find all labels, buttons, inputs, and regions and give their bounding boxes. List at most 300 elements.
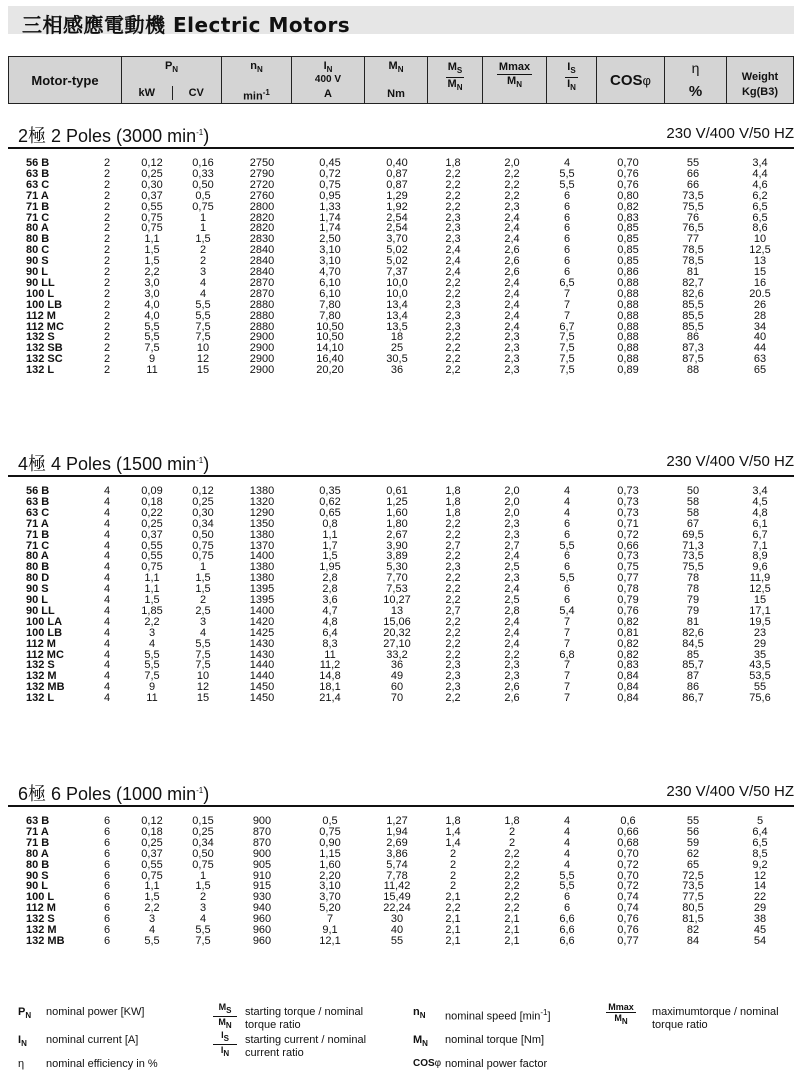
cell-is-ratio: 6: [563, 550, 571, 563]
cell-poles: 2: [103, 309, 111, 322]
cell-current: 1,33: [319, 200, 341, 213]
cell-power-kw: 5,5: [144, 659, 160, 672]
cell-ms-ratio: 2,2: [445, 517, 461, 530]
cell-torque: 7,37: [386, 266, 408, 278]
cell-poles: 4: [103, 517, 111, 530]
cell-mmax-ratio: 2,0: [504, 506, 520, 519]
cell-torque: 1,60: [386, 506, 408, 519]
cell-speed: 2840: [249, 266, 275, 278]
cell-power-cv: 0,25: [192, 825, 214, 838]
cell-speed: 2900: [249, 331, 275, 344]
cell-motor-type: 132 S: [26, 659, 55, 672]
cell-mmax-ratio: 2,0: [504, 157, 520, 169]
cell-cos-phi: 0,85: [617, 244, 639, 257]
cell-speed: 1440: [249, 670, 275, 683]
cell-poles: 6: [103, 858, 111, 871]
cell-is-ratio: 6: [563, 255, 571, 268]
header-pn: $P_N$ kW CV: [122, 57, 222, 103]
cell-power-cv: 7,5: [195, 934, 211, 947]
cell-current: 6,4: [322, 626, 338, 639]
cell-cos-phi: 0,76: [617, 178, 639, 191]
cell-weight: 6,7: [752, 528, 768, 541]
cell-current: 0,90: [319, 836, 341, 849]
cell-weight: 13: [753, 255, 767, 268]
cell-efficiency: 79: [686, 594, 700, 606]
table-row: [8, 639, 794, 650]
cell-cos-phi: 0,88: [617, 309, 639, 322]
cell-power-kw: 3: [148, 913, 156, 926]
cell-weight: 8,6: [752, 222, 768, 235]
cell-efficiency: 86: [686, 681, 700, 694]
cell-mmax-ratio: 2,4: [504, 233, 520, 246]
cell-ms-ratio: 2,7: [445, 539, 461, 552]
cell-speed: 2900: [249, 364, 275, 377]
cell-mmax-ratio: 2,4: [504, 222, 520, 235]
cell-current: 3,70: [319, 891, 341, 904]
cell-cos-phi: 0,74: [617, 902, 639, 915]
cell-cos-phi: 0,88: [617, 298, 639, 311]
cell-is-ratio: 6,5: [559, 276, 575, 289]
cell-ms-ratio: 2,2: [445, 331, 461, 344]
cell-cos-phi: 0,79: [617, 594, 639, 606]
cell-cos-phi: 0,73: [617, 495, 639, 508]
cell-is-ratio: 6,6: [559, 913, 575, 926]
cell-mmax-ratio: 2,6: [504, 266, 520, 278]
cell-power-kw: 0,09: [141, 485, 163, 497]
cell-power-kw: 3,0: [144, 276, 160, 289]
cell-current: 1,5: [322, 550, 338, 563]
header-mmax-ratio: Mmax $M_N$: [483, 57, 547, 103]
cell-poles: 2: [103, 244, 111, 257]
cell-weight: 53,5: [749, 670, 771, 683]
cell-mmax-ratio: 2,6: [504, 244, 520, 257]
section-divider: [8, 147, 794, 149]
cell-weight: 75,6: [749, 692, 771, 705]
cell-efficiency: 75,5: [682, 561, 704, 574]
cell-torque: 1,80: [386, 517, 408, 530]
cell-poles: 4: [103, 550, 111, 563]
cell-power-kw: 11: [146, 364, 158, 377]
cell-efficiency: 59: [686, 836, 700, 849]
cell-speed: 1395: [249, 594, 275, 606]
cell-motor-type: 80 A: [26, 222, 49, 235]
cell-is-ratio: 7: [563, 287, 571, 300]
cell-torque: 40: [390, 924, 404, 936]
cell-ms-ratio: 1,4: [445, 836, 461, 849]
cell-power-kw: 7,5: [144, 670, 160, 683]
cell-is-ratio: 7: [563, 670, 571, 683]
cell-speed: 1440: [249, 659, 275, 672]
section-header: [8, 122, 794, 146]
cell-power-kw: 1,5: [144, 244, 160, 257]
cell-speed: 1320: [249, 495, 275, 508]
cell-poles: 4: [103, 583, 111, 596]
cell-power-cv: 12: [196, 353, 210, 366]
cell-cos-phi: 0,88: [617, 276, 639, 289]
cell-efficiency: 81: [686, 266, 700, 278]
cell-mmax-ratio: 2,5: [504, 594, 520, 606]
cell-efficiency: 81,5: [682, 913, 704, 926]
cell-motor-type: 80 B: [26, 561, 50, 574]
cell-torque: 49: [390, 670, 404, 683]
cell-speed: 2870: [249, 276, 275, 289]
cell-poles: 4: [103, 637, 111, 650]
cell-motor-type: 90 S: [26, 255, 49, 268]
cell-current: 11: [324, 648, 336, 661]
cell-cos-phi: 0,82: [617, 200, 639, 213]
cell-speed: 1400: [249, 604, 275, 617]
cell-speed: 960: [252, 924, 272, 936]
cell-efficiency: 50: [686, 485, 700, 497]
cell-poles: 6: [103, 913, 111, 926]
cell-weight: 6,2: [752, 189, 768, 202]
cell-current: 2,50: [319, 233, 341, 246]
cell-power-cv: 15: [196, 364, 210, 377]
cell-weight: 20.5: [749, 287, 771, 300]
cell-cos-phi: 0,68: [617, 836, 639, 849]
cell-efficiency: 72,5: [682, 869, 704, 882]
cell-weight: 43,5: [749, 659, 771, 672]
cell-is-ratio: 5,5: [559, 167, 575, 180]
cell-weight: 7,1: [752, 539, 768, 552]
cell-ms-ratio: 2,2: [445, 353, 461, 366]
cell-poles: 4: [103, 692, 111, 705]
cell-power-kw: 0,37: [141, 847, 163, 860]
cell-mmax-ratio: 2,1: [504, 913, 520, 926]
cell-cos-phi: 0,82: [617, 637, 639, 650]
cell-poles: 6: [103, 880, 111, 893]
cell-efficiency: 71,3: [682, 539, 704, 552]
cell-torque: 13,5: [386, 320, 408, 333]
cell-mmax-ratio: 2,3: [504, 517, 520, 530]
cell-efficiency: 73,5: [682, 880, 704, 893]
cell-motor-type: 100 L: [26, 287, 55, 300]
header-mn: $M_N$ Nm: [365, 57, 428, 103]
cell-speed: 1290: [249, 506, 275, 519]
cell-mmax-ratio: 2,5: [504, 561, 520, 574]
cell-torque: 3,70: [386, 233, 408, 246]
cell-mmax-ratio: 2,2: [504, 891, 520, 904]
cell-poles: 2: [103, 211, 111, 224]
cell-ms-ratio: 2,2: [445, 594, 461, 606]
cell-torque: 1,94: [386, 825, 408, 838]
cell-weight: 63: [753, 353, 767, 366]
cell-motor-type: 80 A: [26, 847, 49, 860]
cell-poles: 4: [103, 670, 111, 683]
cell-mmax-ratio: 1,8: [504, 815, 520, 827]
cell-weight: 12,5: [749, 583, 771, 596]
cell-mmax-ratio: 2,3: [504, 528, 520, 541]
table-row: [8, 693, 794, 704]
cell-poles: 2: [103, 287, 111, 300]
cell-torque: 0,87: [386, 178, 408, 191]
section-title: 6極 6 Poles (1000 $\min^{-1}$): [18, 784, 210, 804]
cell-cos-phi: 0,73: [617, 485, 639, 497]
cell-poles: 4: [103, 495, 111, 508]
cell-power-kw: 0,12: [141, 815, 163, 827]
cell-cos-phi: 0,66: [617, 825, 639, 838]
cell-current: 7: [326, 913, 334, 926]
cell-weight: 4,8: [752, 506, 768, 519]
cell-weight: 26: [753, 298, 767, 311]
cell-is-ratio: 6: [563, 266, 571, 278]
cell-motor-type: 112 M: [26, 309, 56, 322]
cell-ms-ratio: 2,4: [445, 244, 461, 257]
cell-weight: 55: [753, 681, 767, 694]
cell-power-cv: 3: [199, 266, 207, 278]
cell-efficiency: 85,5: [682, 298, 704, 311]
cell-is-ratio: 6,8: [559, 648, 575, 661]
cell-poles: 2: [103, 178, 111, 191]
cell-efficiency: 75,5: [682, 200, 704, 213]
cell-is-ratio: 4: [563, 847, 571, 860]
cell-motor-type: 80 C: [26, 244, 50, 257]
cell-power-kw: 0,12: [141, 157, 163, 169]
cell-cos-phi: 0,86: [617, 266, 639, 278]
cell-motor-type: 63 B: [26, 495, 50, 508]
cell-power-kw: 2,2: [144, 266, 160, 278]
cell-weight: 12: [753, 869, 767, 882]
cell-motor-type: 100 L: [26, 891, 55, 904]
cell-power-kw: 1,1: [144, 880, 160, 893]
cell-current: 1,1: [322, 528, 338, 541]
cell-weight: 8,9: [752, 550, 768, 563]
cell-mmax-ratio: 2,4: [504, 550, 520, 563]
cell-power-cv: 7,5: [195, 659, 211, 672]
cell-power-kw: 4: [148, 637, 156, 650]
cell-power-cv: 0,50: [192, 178, 214, 191]
cell-ms-ratio: 2,2: [445, 364, 461, 377]
cell-cos-phi: 0,77: [617, 572, 639, 585]
header-cv: CV: [188, 87, 204, 99]
cell-current: 6,10: [319, 276, 341, 289]
cell-poles: 2: [103, 364, 111, 377]
cell-torque: 1,29: [386, 189, 408, 202]
cell-mmax-ratio: 2: [508, 825, 516, 838]
cell-poles: 2: [103, 167, 111, 180]
cell-efficiency: 82: [686, 924, 700, 936]
cell-torque: 13: [390, 604, 404, 617]
cell-current: 10,50: [316, 320, 344, 333]
cell-is-ratio: 5,5: [559, 178, 575, 191]
cell-mmax-ratio: 2,3: [504, 200, 520, 213]
cell-weight: 19,5: [749, 615, 771, 628]
cell-power-cv: 7,5: [195, 331, 211, 344]
cell-speed: 2840: [249, 255, 275, 268]
cell-efficiency: 66: [686, 178, 700, 191]
cell-motor-type: 71 C: [26, 539, 50, 552]
cell-power-kw: 1,1: [144, 233, 160, 246]
cell-efficiency: 86,7: [682, 692, 704, 705]
section-title: 4極 4 Poles (1500 $\min^{-1}$): [18, 454, 210, 474]
cell-efficiency: 58: [686, 495, 700, 508]
cell-ms-ratio: 2: [449, 869, 457, 882]
cell-motor-type: 90 L: [26, 880, 49, 893]
cell-power-kw: 0,55: [141, 200, 163, 213]
cell-weight: 38: [753, 913, 767, 926]
header-weight: Weight Kg(B3): [741, 71, 779, 98]
cell-ms-ratio: 2,3: [445, 561, 461, 574]
cell-current: 14,10: [316, 342, 344, 355]
cell-torque: 0,40: [386, 157, 408, 169]
cell-is-ratio: 6: [563, 902, 571, 915]
cell-power-cv: 0,75: [192, 539, 214, 552]
cell-mmax-ratio: 2,6: [504, 255, 520, 268]
cell-efficiency: 84,5: [682, 637, 704, 650]
cell-poles: 4: [103, 528, 111, 541]
cell-motor-type: 132 L: [26, 364, 55, 377]
cell-mmax-ratio: 2,4: [504, 583, 520, 596]
header-kw: kW: [138, 87, 155, 99]
cell-ms-ratio: 2,2: [445, 167, 461, 180]
cell-current: 4,7: [322, 604, 338, 617]
cell-weight: 34: [753, 320, 767, 333]
cell-torque: 55: [390, 934, 404, 947]
cell-current: 5,20: [319, 902, 341, 915]
cell-mmax-ratio: 2,3: [504, 572, 520, 585]
cell-poles: 2: [103, 222, 111, 235]
cell-weight: 15: [753, 266, 767, 278]
cell-mmax-ratio: 2,2: [504, 648, 520, 661]
cell-current: 3,6: [322, 594, 338, 606]
cell-efficiency: 69,5: [682, 528, 704, 541]
cell-poles: 2: [103, 255, 111, 268]
cell-poles: 4: [103, 604, 111, 617]
cell-cos-phi: 0,83: [617, 211, 639, 224]
cell-cos-phi: 0,66: [617, 539, 639, 552]
cell-current: 1,60: [319, 858, 341, 871]
cell-weight: 28: [753, 309, 767, 322]
cell-torque: 30: [390, 913, 404, 926]
cell-mmax-ratio: 2,4: [504, 615, 520, 628]
cell-weight: 6,4: [752, 825, 768, 838]
cell-ms-ratio: 2,3: [445, 222, 461, 235]
header-cos: COSφ: [597, 57, 665, 103]
cell-current: 7,80: [319, 309, 341, 322]
cell-cos-phi: 0,6: [620, 815, 636, 827]
cell-power-cv: 5,5: [195, 298, 211, 311]
cell-weight: 14: [753, 880, 767, 893]
cell-cos-phi: 0,75: [617, 561, 639, 574]
cell-power-cv: 1,5: [195, 572, 211, 585]
cell-speed: 915: [252, 880, 272, 893]
cell-power-cv: 1: [199, 211, 207, 224]
cell-current: 2,8: [322, 583, 338, 596]
cell-efficiency: 82,6: [682, 287, 704, 300]
cell-efficiency: 55: [686, 815, 700, 827]
cell-is-ratio: 6,6: [559, 934, 575, 947]
cell-mmax-ratio: 2,2: [504, 869, 520, 882]
cell-torque: 10,0: [386, 276, 408, 289]
cell-torque: 5,30: [386, 561, 408, 574]
cell-is-ratio: 6: [563, 583, 571, 596]
cell-mmax-ratio: 2,4: [504, 320, 520, 333]
cell-weight: 29: [753, 902, 767, 915]
cell-cos-phi: 0,88: [617, 320, 639, 333]
cell-motor-type: 71 A: [26, 825, 49, 838]
cell-ms-ratio: 1,8: [445, 815, 461, 827]
cell-poles: 6: [103, 847, 111, 860]
cell-power-cv: 15: [196, 692, 210, 705]
cell-mmax-ratio: 2,4: [504, 287, 520, 300]
cell-cos-phi: 0,73: [617, 506, 639, 519]
cell-current: 16,40: [316, 353, 344, 366]
cell-mmax-ratio: 2,6: [504, 692, 520, 705]
cell-is-ratio: 7: [563, 298, 571, 311]
cell-speed: 1400: [249, 550, 275, 563]
cell-mmax-ratio: 2,4: [504, 309, 520, 322]
cell-power-cv: 0,33: [192, 167, 214, 180]
cell-current: 6,10: [319, 287, 341, 300]
cell-weight: 6,5: [752, 836, 768, 849]
cell-ms-ratio: 2,1: [445, 891, 461, 904]
cell-power-cv: 1,5: [195, 233, 211, 246]
cell-speed: 2900: [249, 342, 275, 355]
cell-cos-phi: 0,84: [617, 670, 639, 683]
cell-ms-ratio: 1,8: [445, 157, 461, 169]
cell-torque: 0,87: [386, 167, 408, 180]
cell-speed: 1430: [249, 648, 275, 661]
cell-mmax-ratio: 2,4: [504, 276, 520, 289]
cell-speed: 1425: [249, 626, 275, 639]
cell-poles: 6: [103, 934, 111, 947]
header-eta: η %: [665, 57, 727, 103]
cell-efficiency: 78: [686, 583, 700, 596]
cell-is-ratio: 7: [563, 637, 571, 650]
cell-mmax-ratio: 2,2: [504, 178, 520, 191]
cell-ms-ratio: 1,8: [445, 506, 461, 519]
cell-speed: 1450: [249, 681, 275, 694]
cell-speed: 900: [252, 847, 272, 860]
cell-speed: 2900: [249, 353, 275, 366]
cell-torque: 0,61: [386, 485, 408, 497]
cell-cos-phi: 0,85: [617, 222, 639, 235]
cell-weight: 17,1: [749, 604, 771, 617]
cell-efficiency: 85,5: [682, 320, 704, 333]
cell-weight: 16: [753, 276, 767, 289]
cell-weight: 6,5: [752, 200, 768, 213]
cell-power-kw: 2,2: [144, 615, 160, 628]
cell-power-cv: 0,5: [195, 189, 211, 202]
cell-efficiency: 58: [686, 506, 700, 519]
cell-speed: 2750: [249, 157, 275, 169]
cell-current: 21,4: [319, 692, 341, 705]
cell-motor-type: 63 B: [26, 167, 50, 180]
cell-efficiency: 77: [686, 233, 700, 246]
cell-current: 1,74: [319, 222, 341, 235]
cell-power-kw: 9: [148, 681, 156, 694]
cell-motor-type: 112 MC: [26, 648, 64, 661]
cell-mmax-ratio: 2,4: [504, 211, 520, 224]
cell-ms-ratio: 2,2: [445, 550, 461, 563]
cell-cos-phi: 0,72: [617, 528, 639, 541]
cell-is-ratio: 6: [563, 222, 571, 235]
cell-is-ratio: 5,5: [559, 539, 575, 552]
cell-cos-phi: 0,76: [617, 913, 639, 926]
cell-poles: 2: [103, 233, 111, 246]
cell-motor-type: 112 M: [26, 902, 56, 915]
cell-mmax-ratio: 2,7: [504, 539, 520, 552]
cell-current: 1,15: [319, 847, 341, 860]
cell-torque: 7,53: [386, 583, 408, 596]
table-row: [8, 202, 794, 213]
cell-speed: 2880: [249, 298, 275, 311]
cell-power-kw: 3,0: [144, 287, 160, 300]
cell-is-ratio: 6: [563, 211, 571, 224]
header-ms-ratio: $\frac{M_S}{M_N}$: [428, 57, 483, 103]
cell-cos-phi: 0,76: [617, 167, 639, 180]
cell-power-kw: 4,0: [144, 298, 160, 311]
